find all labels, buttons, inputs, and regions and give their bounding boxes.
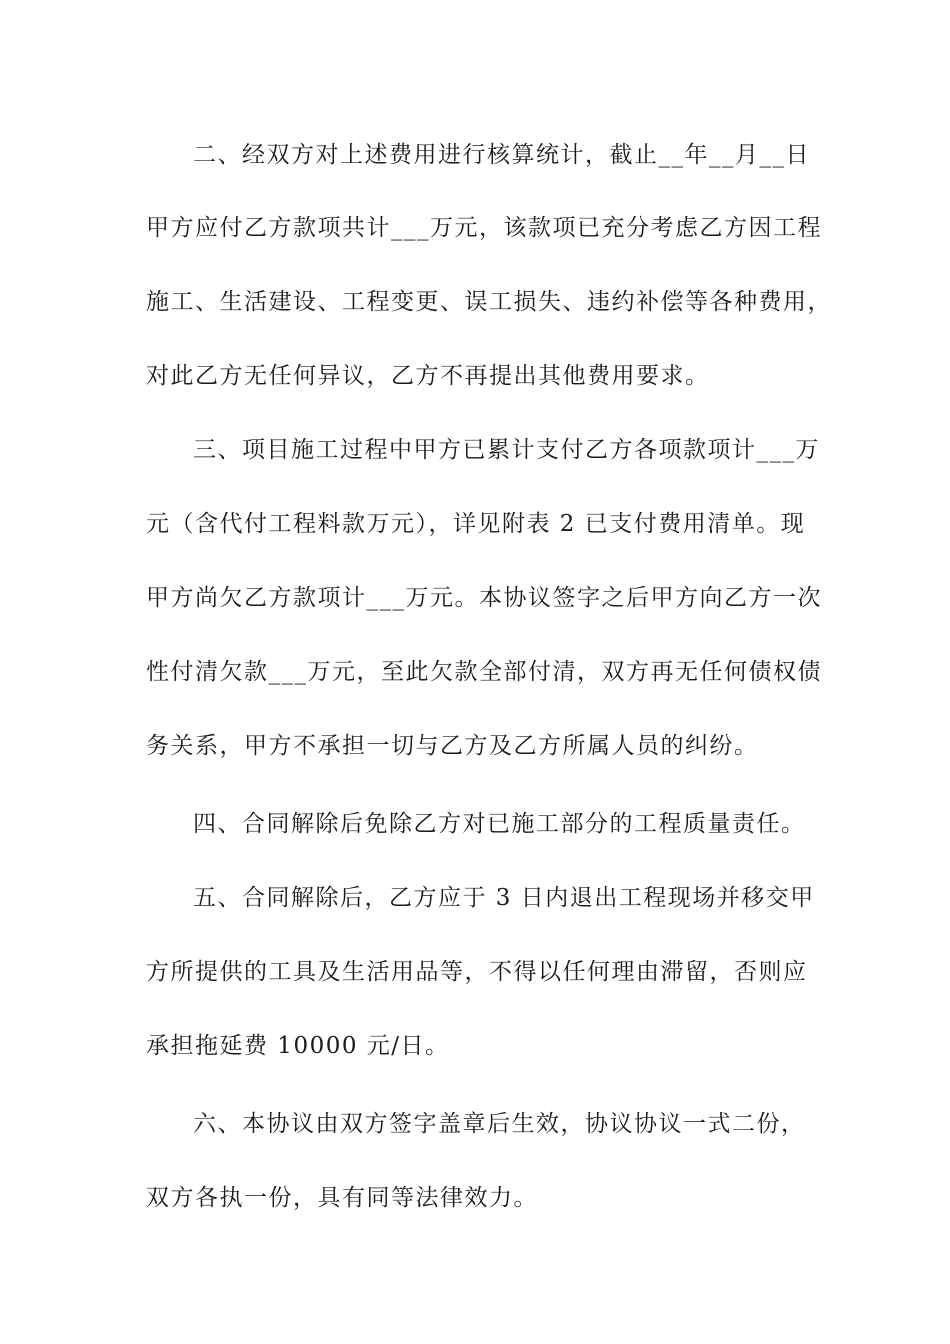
paragraph-2-line-2: 甲方应付乙方款项共计___万元，该款项已充分考虑乙方因工程 [146, 215, 822, 241]
paragraph-3-line-1: 三、项目施工过程中甲方已累计支付乙方各项款项计___万 [193, 437, 820, 463]
paragraph-5-line-3: 承担拖延费 10000 元/日。 [146, 1033, 450, 1059]
paragraph-3-line-2: 元（含代付工程料款万元），详见附表 2 已支付费用清单。现 [146, 511, 806, 537]
paragraph-6-line-1: 六、本协议由双方签字盖章后生效，协议协议一式二份， [193, 1111, 806, 1137]
paragraph-4-line-1: 四、合同解除后免除乙方对已施工部分的工程质量责任。 [193, 811, 806, 837]
paragraph-5-line-2: 方所提供的工具及生活用品等，不得以任何理由滞留，否则应 [146, 959, 808, 985]
paragraph-6-line-2: 双方各执一份，具有同等法律效力。 [146, 1185, 538, 1211]
paragraph-3-line-5: 务关系，甲方不承担一切与乙方及乙方所属人员的纠纷。 [146, 733, 759, 759]
paragraph-2-line-3: 施工、生活建设、工程变更、误工损失、违约补偿等各种费用， [146, 289, 832, 315]
paragraph-5-line-1: 五、合同解除后，乙方应于 3 日内退出工程现场并移交甲 [193, 885, 815, 911]
paragraph-3-line-3: 甲方尚欠乙方款项计___万元。本协议签字之后甲方向乙方一次 [146, 585, 822, 611]
paragraph-3-line-4: 性付清欠款___万元，至此欠款全部付清，双方再无任何债权债 [146, 659, 822, 685]
paragraph-2-line-4: 对此乙方无任何异议，乙方不再提出其他费用要求。 [146, 363, 710, 389]
paragraph-2-line-1: 二、经双方对上述费用进行核算统计，截止__年__月__日 [193, 142, 810, 168]
